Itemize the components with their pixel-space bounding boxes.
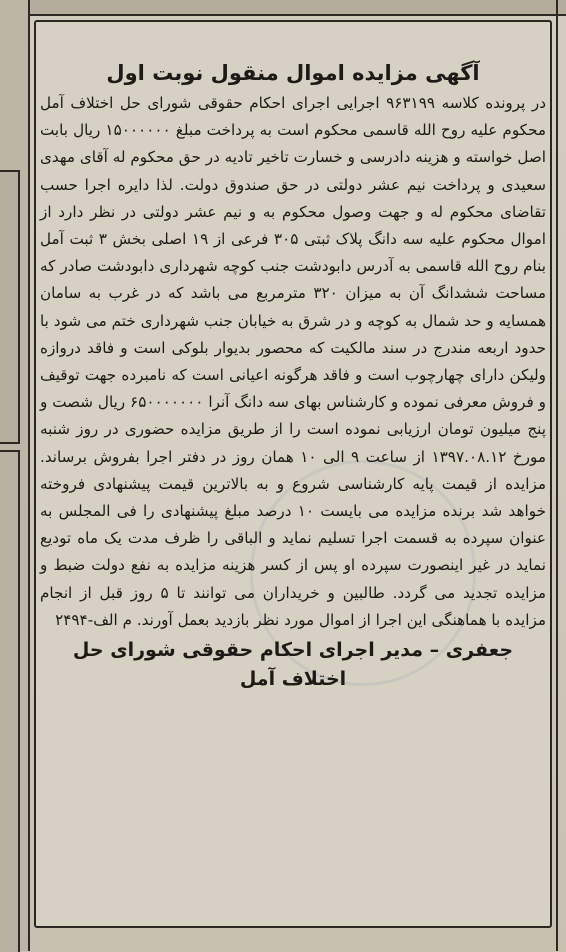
adjacent-ad-border-lower xyxy=(0,450,20,952)
top-divider xyxy=(30,0,566,16)
adjacent-ad-border xyxy=(0,170,20,444)
notice-title: آگهی مزایده اموال منقول نوبت اول xyxy=(106,61,480,85)
notice-signature: جعفری – مدیر اجرای احکام حقوقی شورای حل اختلاف آمل xyxy=(72,639,514,691)
column-divider-right xyxy=(556,0,558,951)
column-divider-left xyxy=(28,0,30,951)
auction-notice xyxy=(40,58,546,694)
notice-body: در پرونده کلاسه ۹۶۳۱۹۹ اجرایی اجرای احکام حقوقی شورای حل اختلاف آمل محکوم علیه روح الله قاسمی محکوم است به پرداخت مبلغ ۱۵۰۰۰۰۰۰ ریال بابت اصل خواسته و هزینه دادرسی و خسارت تاخیر تادیه در حق محکوم له آقای مهدی سعیدی و پرداخت نیم عشر دولتی در حق صندوق دولت. لذا دایره اجرا حسب تقاضای محکوم له و جهت وصول محکوم به و نیم عشر دولتی در نظر دارد از اموال محکوم علیه سه دانگ پلاک ثبتی ۳۰۵ فرعی از ۱۹ اصلی بخش ۳ ثبت آمل بنام روح الله قاسمی به آدرس دابودشت جنب کوچه شهرداری دابودشت صادر که مساحت ششدانگ آن به میزان ۳۲۰ مترمربع می باشد که در غرب به سامان همسایه و حد شمال به کوچه و در شرق به خیابان جنب شهرداری ختم می شود با حدود اربعه مندرج در سند مالکیت که محصور بدیوار بلوکی است و فاقد دروازه ولیکن دارای چهارچوب است و فاقد هرگونه اعیانی است که نامبرده جهت توقیف و فروش معرفی نموده و کارشناس بهای سه دانگ آنرا ۶۵۰۰۰۰۰۰۰ ریال شصت و پنج میلیون تومان ارزیابی نموده است را از طریق مزایده حضوری در روز شنبه مورخ ۱۳۹۷.۰۸.۱۲ از ساعت ۹ الی ۱۰ همان روز در دفتر اجرا بفروش برساند. مزایده از قیمت پایه کارشناسی شروع و به بالاترین قیمت پیشنهادی فروخته خواهد شد برنده مزایده می بایست ۱۰ درصد مبلغ پیشنهادی را فی المجلس به عنوان سپرده به قسمت اجرا تسلیم نماید و الباقی را ظرف مدت یک ماه تودیع نماید در غیر اینصورت سپرده او پس از کسر هزینه مزایده به نفع دولت ضبط و مزایده تجدید می گردد. طالبین و خریداران می توانند تا ۵ روز قبل از انجام مزایده با هماهنگی این اجرا از اموال مورد نظر بازدید بعمل آورند. م الف-۲۴۹۴ xyxy=(40,94,547,629)
